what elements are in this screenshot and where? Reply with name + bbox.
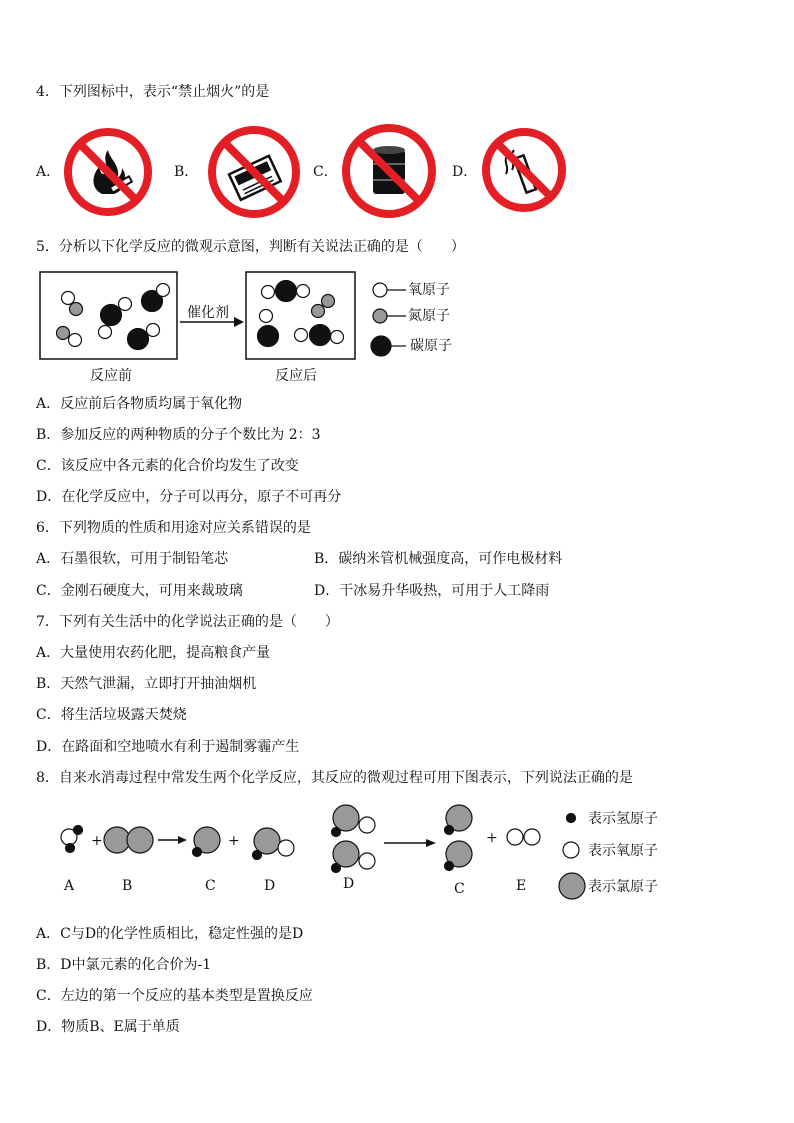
q5-option-d[interactable]: D．在化学反应中，分子可以再分，原子不可再分 <box>36 489 342 505</box>
q8-label-a: A <box>64 878 75 894</box>
q4-option-d-label: D． <box>452 164 478 180</box>
q8-option-a[interactable]: A．C与D的化学性质相比，稳定性强的是D <box>36 926 304 942</box>
q7-stem: 7．下列有关生活中的化学说法正确的是（ ） <box>36 614 339 630</box>
q5-after-label: 反应后 <box>275 368 317 384</box>
no-smoking-icon[interactable] <box>480 126 568 214</box>
q5-option-c[interactable]: C．该反应中各元素的化合价均发生了改变 <box>36 458 299 474</box>
q5-option-a[interactable]: A．反应前后各物质均属于氧化物 <box>36 396 243 412</box>
q4-option-c-label: C． <box>313 164 338 180</box>
q8-label-d2: D <box>343 876 355 892</box>
q6-option-d[interactable]: D．干冰易升华吸热，可用于人工降雨 <box>314 583 550 599</box>
q5-before-label: 反应前 <box>90 368 132 384</box>
q8-legend-chlorine: 表示氯原子 <box>588 879 658 895</box>
q4-stem: 4．下列图标中，表示“禁止烟火”的是 <box>36 84 270 100</box>
no-fuel-barrel-icon[interactable] <box>340 122 438 220</box>
q7-option-a[interactable]: A．大量使用农药化肥，提高粮食产量 <box>36 645 271 661</box>
q5-catalyst-label: 催化剂 <box>187 305 229 321</box>
q7-option-b[interactable]: B．天然气泄漏，立即打开抽油烟机 <box>36 676 257 692</box>
q8-label-c2: C <box>454 881 465 897</box>
q6-option-a[interactable]: A．石墨很软，可用于制铅笔芯 <box>36 551 229 567</box>
q8-label-c: C <box>205 878 216 894</box>
q7-option-c[interactable]: C．将生活垃圾露天焚烧 <box>36 707 187 723</box>
q7-option-d[interactable]: D．在路面和空地喷水有利于遏制雾霾产生 <box>36 739 300 755</box>
no-open-flame-icon[interactable] <box>62 126 154 218</box>
q5-legend-carbon: 碳原子 <box>410 338 452 354</box>
q8-reaction-diagram <box>56 800 676 905</box>
q8-plus-2: + <box>228 833 240 849</box>
q4-option-b-label: B． <box>174 164 199 180</box>
no-matches-icon[interactable] <box>206 124 302 220</box>
q6-option-c[interactable]: C．金刚石硬度大，可用来裁玻璃 <box>36 583 243 599</box>
q8-legend-hydrogen: 表示氢原子 <box>588 811 658 827</box>
q5-legend-nitrogen: 氮原子 <box>408 308 450 324</box>
q5-reaction-diagram <box>38 268 678 388</box>
q8-label-b: B <box>122 878 133 894</box>
q8-label-e: E <box>516 878 527 894</box>
q6-option-b[interactable]: B．碳纳米管机械强度高，可作电极材料 <box>314 551 563 567</box>
q4-option-a-label: A． <box>36 164 61 180</box>
q8-stem: 8．自来水消毒过程中常发生两个化学反应，其反应的微观过程可用下图表示，下列说法正确的是 <box>36 770 633 786</box>
q8-legend-oxygen: 表示氧原子 <box>588 843 658 859</box>
q8-plus-3: + <box>486 830 498 846</box>
q5-legend-oxygen: 氧原子 <box>408 282 450 298</box>
q8-plus-1: + <box>91 833 103 849</box>
q8-option-c[interactable]: C．左边的第一个反应的基本类型是置换反应 <box>36 988 313 1004</box>
q8-option-b[interactable]: B．D中氯元素的化合价为-1 <box>36 957 212 973</box>
q8-label-d: D <box>264 878 276 894</box>
q6-stem: 6．下列物质的性质和用途对应关系错误的是 <box>36 520 311 536</box>
q5-stem: 5．分析以下化学反应的微观示意图，判断有关说法正确的是（ ） <box>36 239 465 255</box>
q5-option-b[interactable]: B．参加反应的两种物质的分子个数比为 2：3 <box>36 427 321 443</box>
q8-option-d[interactable]: D．物质B、E属于单质 <box>36 1019 180 1035</box>
